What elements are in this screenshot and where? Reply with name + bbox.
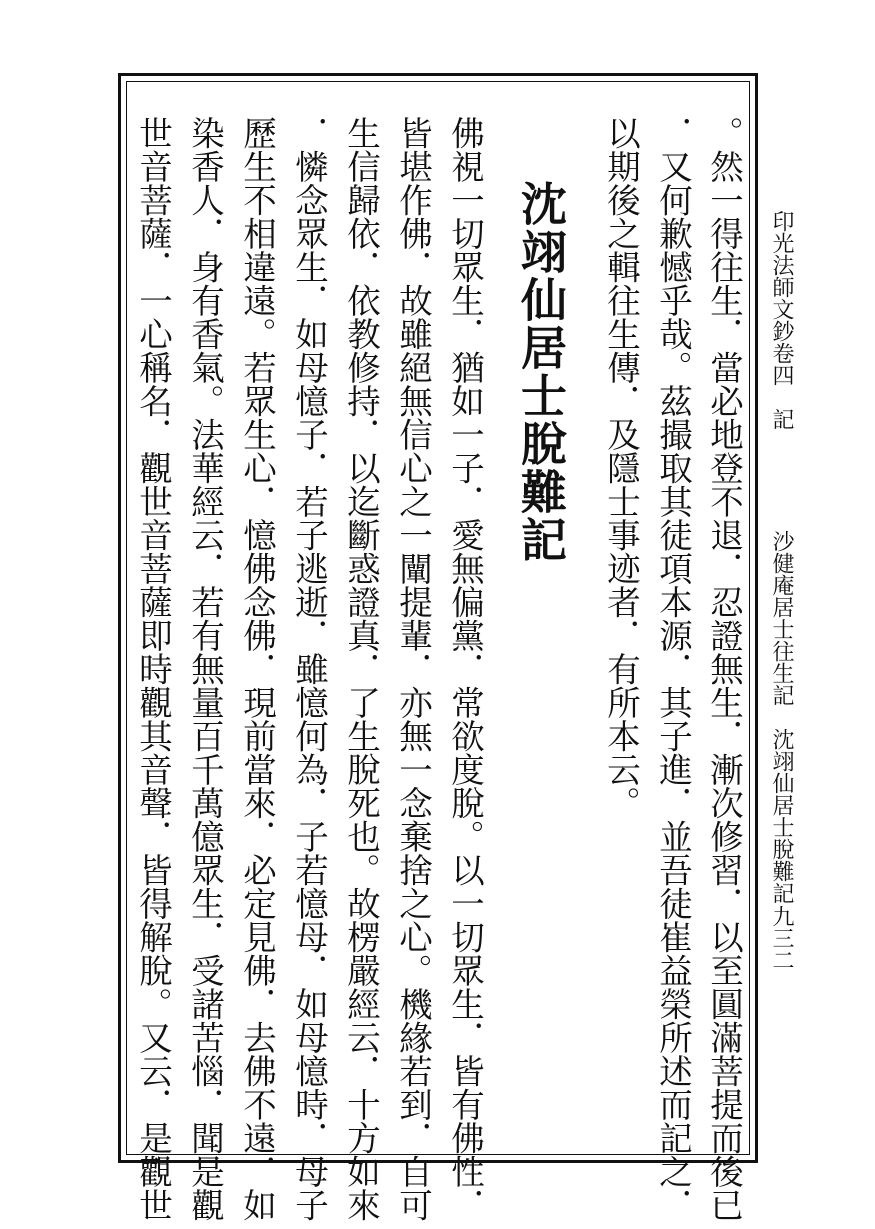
text-column-3: 以期後之輯往生傳．及隱士事迹者．有所本云。 [601,116,641,820]
page-number: 九三二 [769,905,794,971]
text-column-6: 生信歸依．依教修持．以迄斷惑證真．了生脫死也。故楞嚴經云．十方如來 [341,116,381,1222]
text-column-10: 世音菩薩．一心稱名．觀世音菩薩即時觀其音聲．皆得解脫。又云．是觀世 [133,116,173,1222]
text-column-1: 。然一得往生．當必地登不退．忍證無生．漸次修習．以至圓滿菩提而後已 [704,116,744,1222]
text-column-9: 染香人．身有香氣。法華經云．若有無量百千萬億眾生．受諸苦惱．聞是觀 [185,116,225,1222]
text-column-4: 佛視一切眾生．猶如一子．愛無偏黨．常欲度脫。以一切眾生．皆有佛性． [445,116,485,1222]
article-title: 沈翊仙居士脫難記 [514,180,568,564]
text-column-7: ．憐念眾生．如母憶子．若子逃逝．雖憶何為．子若憶母．如母憶時．母子 [289,116,329,1222]
running-header-book: 印光法師文鈔卷四 記 [769,210,794,430]
running-header-articles: 沙健庵居士往生記 沈翊仙居士脫難記 [769,530,794,904]
text-column-5: 皆堪作佛．故雖絕無信心之一闡提輩．亦無一念棄捨之心。機緣若到．自可 [393,116,433,1222]
text-column-2: ．又何歉憾乎哉。茲撮取其徒項本源．其子進．並吾徒崔益榮所述而記之． [653,116,693,1222]
text-column-8: 歷生不相違遠。若眾生心．憶佛念佛．現前當來．必定見佛．去佛不遠．如 [237,116,277,1222]
